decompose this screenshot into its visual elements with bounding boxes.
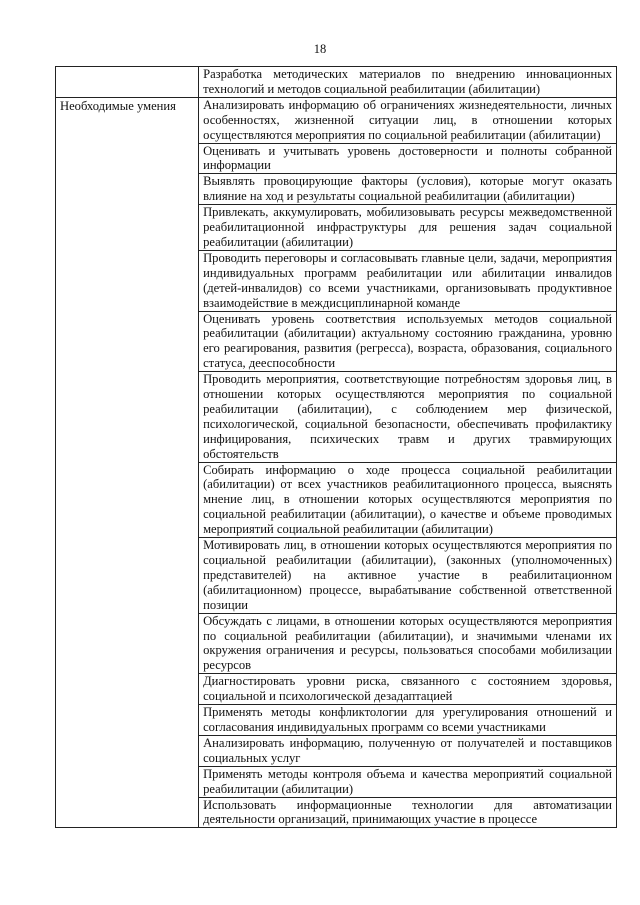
- skill-item: Выявлять провоцирующие факторы (условия), которые могут оказать влияние на ход и результаты социальной реабилитации (абилитации): [203, 174, 612, 204]
- skill-item: Собирать информацию о ходе процесса социальной реабилитации (абилитации) от всех участников реабилитационного процесса, выяснять мнение лиц, в отношении которых осуществляются мероприятия по социальной реабилитации (абилитации), о качестве и объеме проводимых мероприятий социальной реабилитации (абилитации): [203, 462, 612, 537]
- skill-item: Оценивать уровень соответствия используемых методов социальной реабилитации (абилитации) актуальному состоянию гражданина, уровню его реагирования, развития (регресса), возраста, образования, социального статуса, дееспособности: [203, 311, 612, 371]
- skill-item: Оценивать и учитывать уровень достоверности и полноты собранной информации: [203, 143, 612, 173]
- skills-label: Необходимые умения: [60, 98, 176, 113]
- skill-item: Привлекать, аккумулировать, мобилизовывать ресурсы межведомственной реабилитационной инфраструктуры для решения задач социальной реабилитации (абилитации): [203, 205, 612, 249]
- page-number: 18: [313, 42, 327, 56]
- skill-item: Анализировать информацию, полученную от получателей и поставщиков социальных услуг: [203, 735, 612, 765]
- skill-item: Использовать информационные технологии для автоматизации деятельности организаций, принимающих участие в процессе: [203, 797, 612, 827]
- skill-item: Проводить мероприятия, соответствующие потребностям здоровья лиц, в отношении которых осуществляются мероприятия по социальной реабилитации (абилитации), с соблюдением мер физической, психологической, социальной безопасности, обеспечивать профилактику инфицирования, психических травм и других травмирующих обстоятельств: [203, 372, 612, 461]
- table-row: [56, 67, 617, 98]
- skills-cell: [199, 97, 617, 828]
- table-row: [56, 97, 617, 828]
- skill-item: Проводить переговоры и согласовывать главные цели, задачи, мероприятия индивидуальных программ реабилитации или абилитации инвалидов (детей-инвалидов) со всеми участниками, организовывать продуктивное взаимодействие в междисциплинарной команде: [203, 250, 612, 310]
- skill-item: Диагностировать уровни риска, связанного с состоянием здоровья, социальной и психологической дезадаптацией: [203, 674, 612, 704]
- skill-item: Применять методы конфликтологии для урегулирования отношений и согласования индивидуальных программ со всеми участниками: [203, 705, 612, 734]
- table-cell-text: Разработка методических материалов по внедрению инновационных технологий и методов социальной реабилитации (абилитации): [199, 67, 617, 98]
- table-cell-empty: [56, 67, 199, 98]
- competency-table: [55, 66, 617, 828]
- skills-label-cell: [56, 97, 199, 828]
- skill-item: Обсуждать с лицами, в отношении которых осуществляются мероприятия по социальной реабилитации (абилитации), и значимыми членами их окружения ограничения и ресурсы, пользоваться способами мобилизации ресурсов: [203, 613, 612, 673]
- skill-item: Анализировать информацию об ограничениях жизнедеятельности, личных особенностях, жизненной ситуации лиц, в отношении которых осуществляются мероприятия по социальной реабилитации (абилитации): [203, 97, 612, 142]
- skill-item: Применять методы контроля объема и качества мероприятий социальной реабилитации (абилитации): [203, 766, 612, 796]
- skill-item: Мотивировать лиц, в отношении которых осуществляются мероприятия по социальной реабилитации (абилитации), (законных (уполномоченных) представителей) на активное участие в реабилитационном (абилитационном) процессе, вырабатывание собственной ответственной позиции: [203, 538, 612, 612]
